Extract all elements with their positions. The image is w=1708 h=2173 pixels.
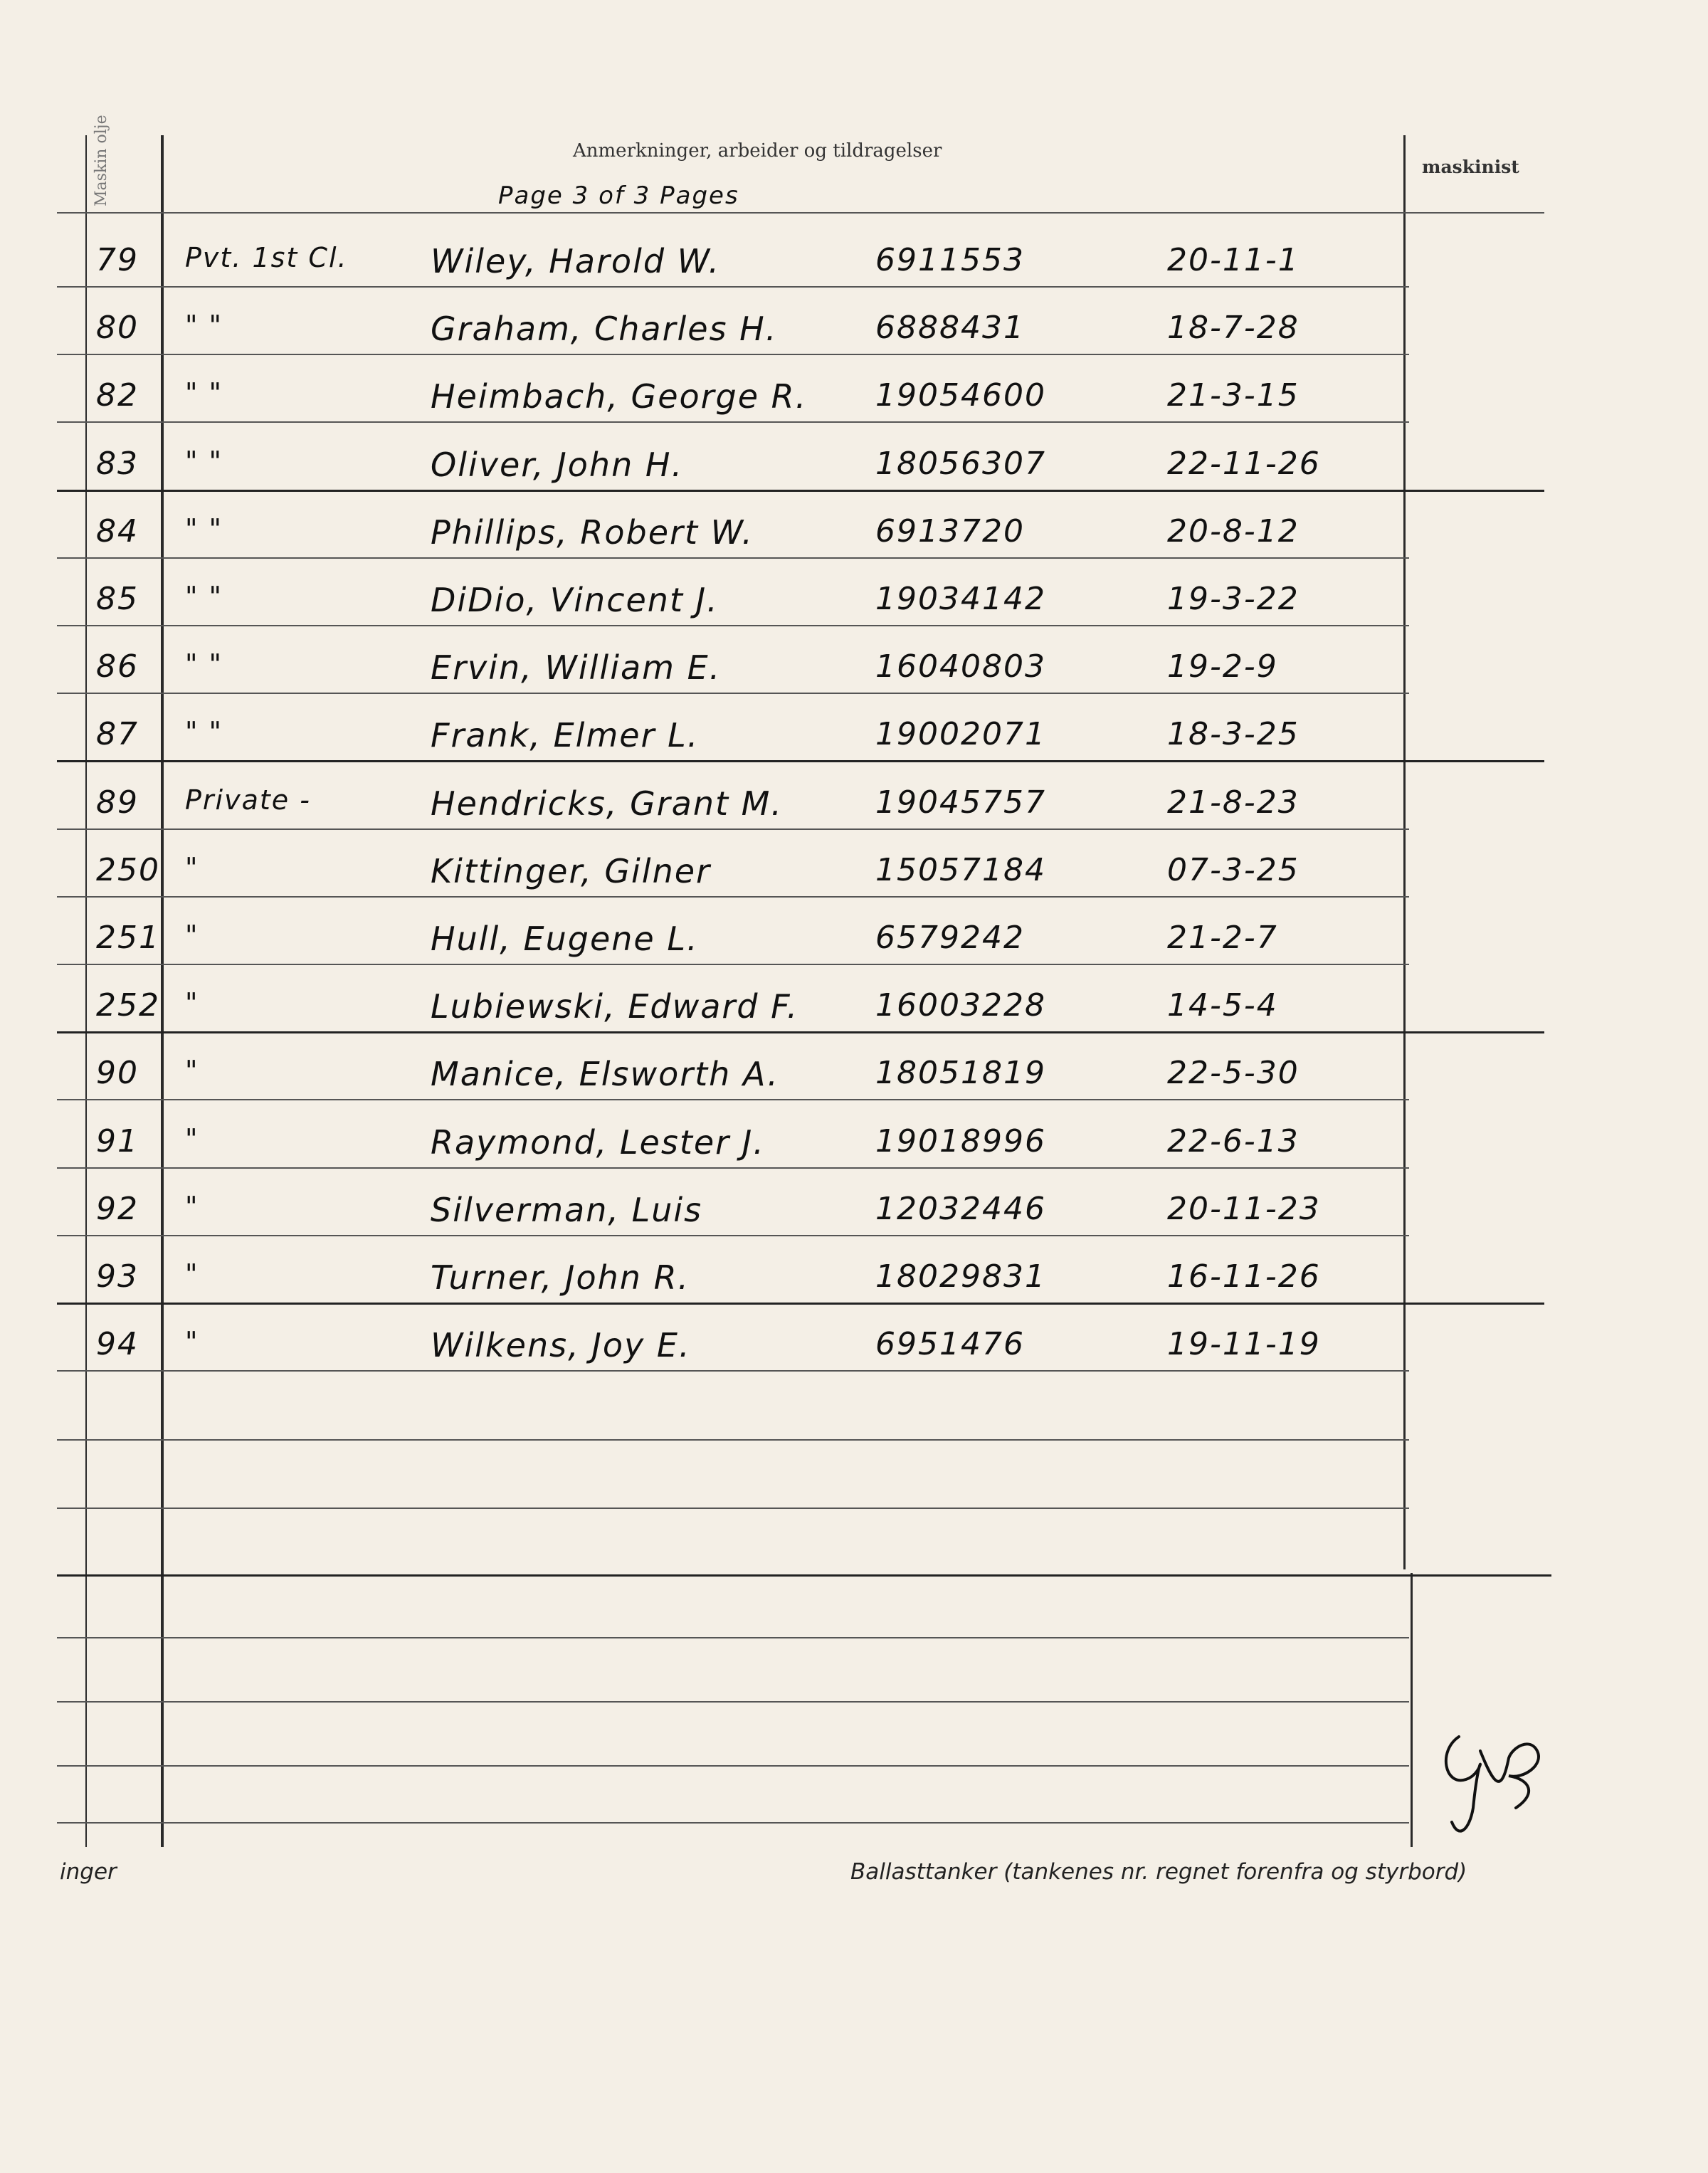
column-header-remarks: Anmerkninger, arbeider og tildragelser (573, 140, 942, 162)
entry-serial: 18029831 (875, 1258, 1046, 1295)
entry-number: 90 (96, 1055, 139, 1092)
entry-number: 252 (96, 987, 160, 1024)
entry-rank: " (185, 851, 199, 883)
row-rule (57, 1099, 1409, 1100)
row-rule (57, 354, 1409, 355)
entry-date: 20-11-1 (1167, 242, 1300, 278)
column-header-engineer: maskinist (1422, 157, 1519, 177)
row-rule (57, 693, 1409, 694)
entry-rank: " " (185, 581, 223, 612)
entry-serial: 19045757 (875, 784, 1046, 821)
entry-number: 91 (96, 1122, 139, 1159)
entry-name: Heimbach, George R. (431, 377, 808, 416)
entry-name: Turner, John R. (431, 1258, 690, 1297)
row-rule (57, 421, 1409, 423)
footer-ballast-label: Ballasttanker (tankenes nr. regnet forenfra og styrbord) (850, 1859, 1467, 1885)
entry-date: 21-3-15 (1167, 377, 1300, 414)
entry-number: 85 (96, 581, 139, 617)
row-rule (57, 828, 1409, 830)
blank-rule (57, 1508, 1409, 1509)
entry-date: 22-6-13 (1167, 1122, 1300, 1159)
entry-serial: 6579242 (875, 920, 1025, 956)
entry-serial: 19054600 (875, 377, 1046, 414)
entry-rank: " (185, 987, 199, 1019)
entry-number: 250 (96, 851, 160, 888)
entry-date: 20-11-23 (1167, 1190, 1321, 1227)
entry-name: Hull, Eugene L. (431, 920, 699, 958)
entry-number: 251 (96, 920, 160, 956)
entry-date: 22-5-30 (1167, 1055, 1300, 1092)
entry-rank: " (185, 1190, 199, 1222)
row-rule (57, 1370, 1409, 1372)
entry-rank: " (185, 1258, 199, 1290)
entry-rank: " " (185, 445, 223, 477)
entry-date: 19-3-22 (1167, 581, 1300, 617)
entry-name: DiDio, Vincent J. (431, 581, 719, 619)
entry-name: Phillips, Robert W. (431, 512, 754, 552)
entry-rank: " (185, 1055, 199, 1087)
entry-serial: 16040803 (875, 648, 1046, 685)
entry-serial: 19018996 (875, 1122, 1046, 1159)
entry-rank: " " (185, 512, 223, 544)
entry-date: 21-2-7 (1167, 920, 1278, 956)
row-rule (57, 896, 1409, 898)
entry-serial: 18056307 (875, 445, 1046, 482)
row-rule (57, 1235, 1409, 1236)
page-note: Page 3 of 3 Pages (498, 181, 739, 210)
entry-serial: 19002071 (875, 716, 1046, 753)
entry-name: Ervin, William E. (431, 648, 722, 688)
footer-left-label: inger (60, 1859, 117, 1885)
entry-name: Lubiewski, Edward F. (431, 987, 799, 1026)
entry-date: 20-8-12 (1167, 512, 1300, 549)
entry-name: Frank, Elmer L. (431, 716, 700, 755)
blank-rule (57, 1822, 1409, 1824)
row-rule (57, 286, 1409, 288)
entry-name: Kittinger, Gilner (431, 851, 711, 890)
entry-serial: 12032446 (875, 1190, 1046, 1227)
entry-date: 22-11-26 (1167, 445, 1321, 482)
entry-number: 84 (96, 512, 139, 549)
entry-number: 86 (96, 648, 139, 685)
entry-rank: " " (185, 716, 223, 748)
row-rule (57, 625, 1409, 626)
entry-serial: 6911553 (875, 242, 1025, 278)
entry-number: 79 (96, 242, 139, 278)
entry-serial: 6913720 (875, 512, 1025, 549)
blank-rule (57, 1439, 1409, 1441)
entry-date: 19-11-19 (1167, 1326, 1321, 1363)
entry-number: 93 (96, 1258, 139, 1295)
entry-date: 21-8-23 (1167, 784, 1300, 821)
row-rule (57, 1167, 1409, 1169)
signature (1430, 1708, 1551, 1851)
entry-date: 16-11-26 (1167, 1258, 1321, 1295)
row-rule (57, 964, 1409, 965)
entry-rank: " (185, 1122, 199, 1154)
entry-date: 14-5-4 (1167, 987, 1278, 1024)
entry-name: Wiley, Harold W. (431, 242, 721, 280)
section-rule (57, 1574, 1551, 1577)
entry-name: Graham, Charles H. (431, 310, 778, 349)
row-rule (57, 1303, 1544, 1305)
entry-date: 18-3-25 (1167, 716, 1300, 753)
entry-rank: " (185, 1326, 199, 1358)
blank-rule (57, 1701, 1409, 1703)
entry-serial: 18051819 (875, 1055, 1046, 1092)
entry-name: Oliver, John H. (431, 445, 684, 484)
column-label-oil: Maskin olje (93, 115, 110, 206)
entry-number: 94 (96, 1326, 139, 1363)
entry-rank: " (185, 920, 199, 951)
row-rule (57, 760, 1544, 762)
entry-name: Raymond, Lester J. (431, 1122, 765, 1162)
entry-serial: 15057184 (875, 851, 1046, 888)
row-rule (57, 1031, 1544, 1033)
row-rule (57, 557, 1409, 559)
entry-number: 80 (96, 310, 139, 347)
entry-serial: 6951476 (875, 1326, 1025, 1363)
entry-number: 89 (96, 784, 139, 821)
entry-rank: " " (185, 310, 223, 342)
entry-number: 83 (96, 445, 139, 482)
entry-rank: Private - (185, 784, 311, 816)
entry-number: 82 (96, 377, 139, 414)
blank-rule (57, 1765, 1409, 1767)
blank-rule (57, 1637, 1409, 1638)
entry-date: 19-2-9 (1167, 648, 1278, 685)
entry-name: Hendricks, Grant M. (431, 784, 783, 823)
entry-date: 07-3-25 (1167, 851, 1300, 888)
entry-name: Silverman, Luis (431, 1190, 703, 1229)
entry-rank: " " (185, 648, 223, 680)
entry-serial: 19034142 (875, 581, 1046, 617)
entry-rank: Pvt. 1st Cl. (185, 242, 348, 273)
entry-serial: 16003228 (875, 987, 1046, 1024)
entry-date: 18-7-28 (1167, 310, 1300, 347)
entry-name: Wilkens, Joy E. (431, 1326, 691, 1365)
row-rule (57, 490, 1544, 492)
entry-name: Manice, Elsworth A. (431, 1055, 779, 1094)
entry-number: 92 (96, 1190, 139, 1227)
entry-serial: 6888431 (875, 310, 1025, 347)
entry-rank: " " (185, 377, 223, 409)
entry-number: 87 (96, 716, 139, 753)
